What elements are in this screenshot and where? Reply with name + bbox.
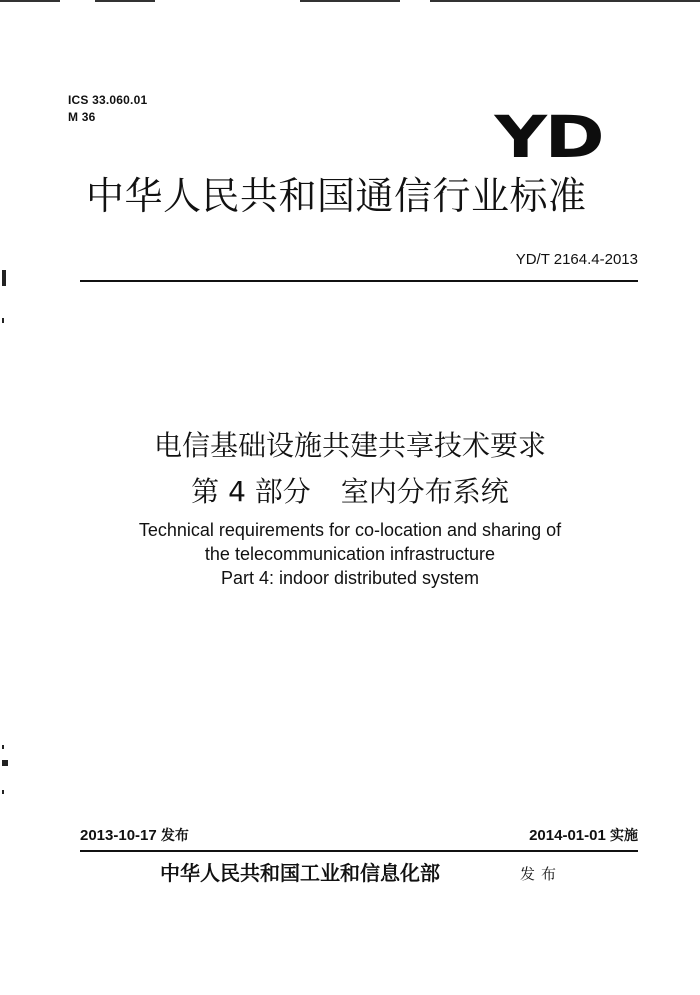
title-zh-part: 第 4 部分 — [191, 475, 311, 508]
issue-label: 发布 — [160, 828, 189, 844]
title-en-line3: Part 4: indoor distributed system — [220, 568, 480, 588]
implement-date: 2014-01-01 — [529, 827, 606, 844]
scan-edge-mark — [95, 0, 155, 2]
scan-edge-mark — [0, 0, 60, 2]
binding-mark — [2, 745, 4, 749]
category-code: M 36 — [68, 110, 96, 124]
scan-edge-mark — [430, 0, 700, 2]
classification-codes — [68, 92, 147, 126]
binding-mark — [2, 270, 6, 286]
binding-mark — [2, 760, 8, 766]
implement-label: 实施 — [610, 828, 638, 844]
issue-date-block — [80, 826, 189, 846]
title-zh-line2 — [0, 474, 700, 510]
scan-edge-mark — [300, 0, 400, 2]
ics-code: ICS 33.060.01 — [68, 93, 148, 107]
binding-mark — [2, 318, 4, 323]
standard-number: YD/T 2164.4-2013 — [515, 251, 638, 268]
publisher-action: 发布 — [520, 865, 563, 883]
yd-logo: YD — [494, 103, 602, 171]
title-en-line2: the telecommunication infrastructure — [204, 544, 496, 564]
organization-title: 中华人民共和国通信行业标准 — [86, 174, 587, 218]
footer-rule — [80, 850, 638, 852]
title-zh-line1: 电信基础设施共建共享技术要求 — [153, 429, 546, 462]
publisher-name: 中华人民共和国工业和信息化部 — [160, 861, 440, 885]
title-en-line1: Technical requirements for co-location and sharing of — [138, 520, 562, 540]
header-rule — [80, 280, 638, 282]
implement-date-block — [529, 826, 638, 846]
issue-date: 2013-10-17 — [80, 827, 157, 844]
binding-mark — [2, 790, 4, 794]
title-zh-subject: 室内分布系统 — [340, 475, 509, 508]
